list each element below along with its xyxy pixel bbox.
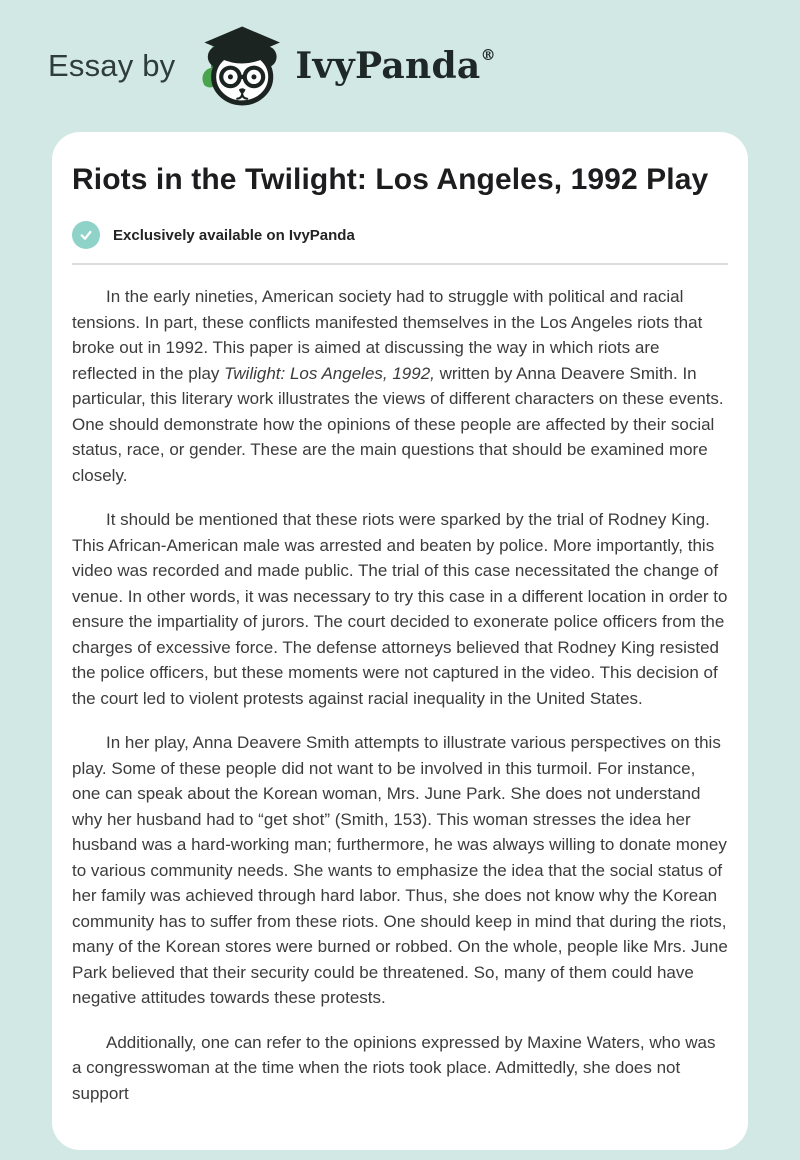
essay-by-label: Essay by	[48, 48, 176, 83]
play-title-italic: Twilight: Los Angeles, 1992,	[224, 363, 435, 383]
page-title: Riots in the Twilight: Los Angeles, 1992 Play	[72, 163, 709, 196]
essay-paragraph-2: It should be mentioned that these riots were sparked by the trial of Rodney King. This African-American male was arrested and beaten by police. More importantly, this video was recorded and made public. The trial of this case necessitated the change of venue. In other words, it was necessary to try this case in a different location in order to ensure the impartiality of jurors. The court decided to exonerate police officers from the charges of excessive force. The defense attorneys believed that Rodney King resisted the police officers, but these moments were not captured in the video. This decision of the court led to violent protests against racial inequality in the United States.	[72, 510, 728, 708]
availability-row	[72, 221, 728, 249]
check-icon	[72, 221, 100, 249]
paragraph-text: In the early nineties, American society had to struggle with political and racial tensions. In part, these conflicts manifested themselves in the Los Angeles riots that broke out in 1992. This paper is aimed at discussing the way in which riots are reflected in the play	[72, 287, 703, 383]
divider	[72, 263, 728, 265]
paragraph-text: written by Anna Deavere Smith. In particular, this literary work illustrates the views of different characters on these events. One should demonstrate how the opinions of these people are affected by their social status, race, or gender. These are the main questions that should be examined more closely.	[72, 363, 724, 485]
essay-body	[72, 284, 728, 1106]
essay-card	[52, 132, 748, 1150]
registered-trademark: ®	[480, 46, 496, 64]
ivypanda-panda-logo-icon	[191, 23, 285, 109]
essay-paragraph-1	[72, 284, 728, 488]
essay-paragraph-4: Additionally, one can refer to the opinions expressed by Maxine Waters, who was a congresswoman at the time when the riots took place. Admittedly, she does not support	[72, 1032, 716, 1103]
brand-wordmark: IvyPanda®	[295, 45, 496, 87]
availability-label: Exclusively available on IvyPanda	[113, 226, 355, 244]
brand-link[interactable]	[191, 23, 496, 109]
site-header	[0, 0, 800, 132]
essay-paragraph-3: In her play, Anna Deavere Smith attempts to illustrate various perspectives on this play. Some of these people did not want to be involved in this turmoil. For instance, one can speak about the Korean woman, Mrs. June Park. She does not understand why her husband had to “get shot” (Smith, 153). This woman stresses the idea her husband was a hard-working man; furthermore, he was always willing to donate money to various community needs. She wants to emphasize the idea that the social status of her family was achieved through hard labor. Thus, she does not know why the Korean community has to suffer from these riots. One should keep in mind that during the riots, many of the Korean stores were burned or robbed. On the whole, people like Mrs. June Park believed that their security could be threatened. So, many of them could have negative attitudes towards these protests.	[72, 733, 728, 1007]
